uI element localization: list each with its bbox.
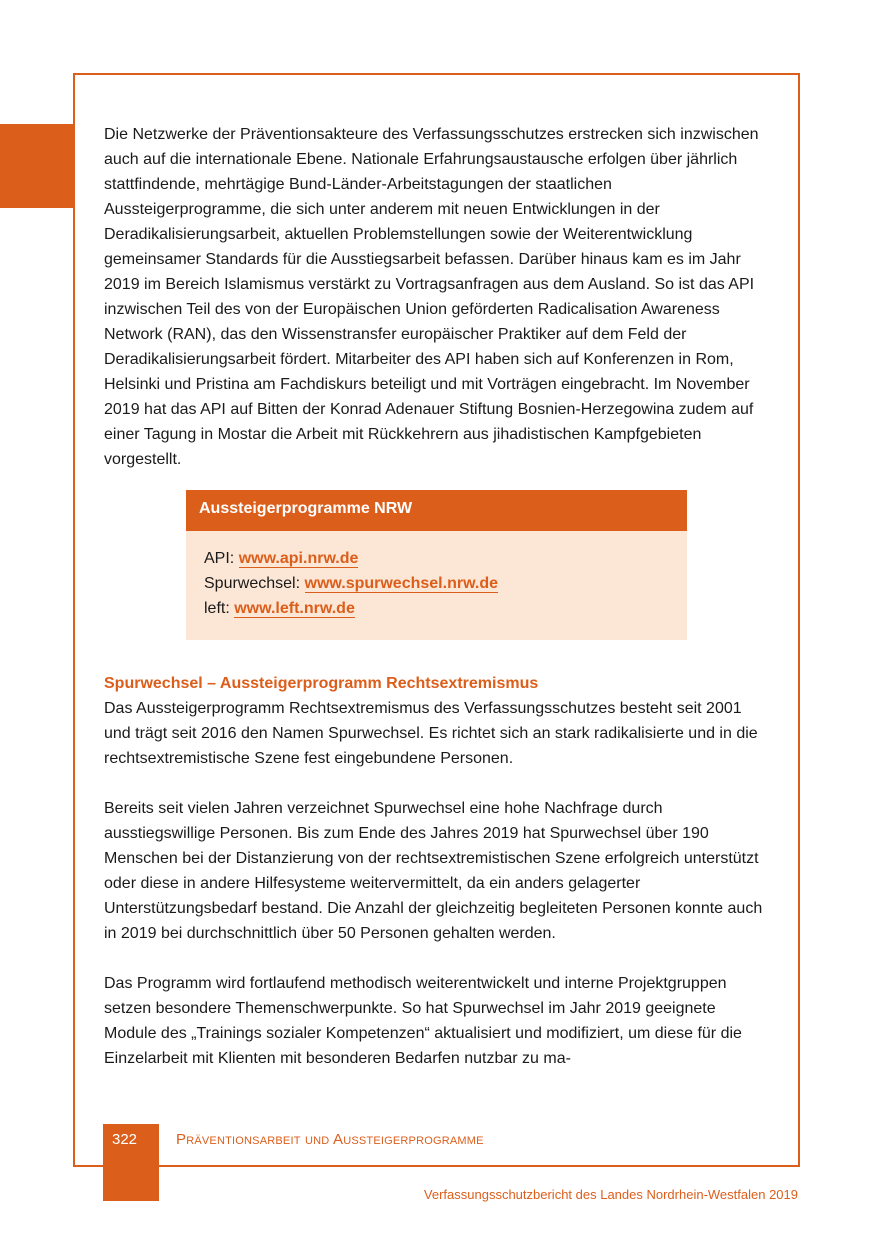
spurwechsel-paragraph-2: Bereits seit vielen Jahren verzeichnet Spurwechsel eine hohe Nachfrage durch ausstiegswillige Personen. Bis zum Ende des Jahres 2019 hat Spurwechsel über 190 Menschen bei der Distanzierung von der rechtsextremistischen Szene erfolgreich unterstützt oder diese in andere Hilfesysteme weitervermittelt, da ein anders gelagerter Unterstützungsbedarf bestand. Die Anzahl der gleichzeitig begleiteten Personen konnte auch in 2019 bei durchschnittlich über 50 Personen gehalten werden. — [104, 800, 763, 942]
running-head: Präventionsarbeit und Aussteigerprogramme — [176, 1131, 484, 1148]
link-label-api: API: — [204, 550, 239, 567]
info-box-links — [186, 531, 687, 621]
link-label-spurwechsel: Spurwechsel: — [204, 575, 305, 592]
spurwechsel-paragraph-1: Das Aussteigerprogramm Rechtsextremismus des Verfassungsschutzes besteht seit 2001 und trägt seit 2016 den Namen Spurwechsel. Es richtet sich an stark radikalisierte und in die rechtsextremistische Szene fest eingebundene Personen. — [104, 700, 758, 767]
intro-paragraph: Die Netzwerke der Präventionsakteure des Verfassungsschutzes erstrecken sich inzwischen auch auf die internationale Ebene. Nationale Erfahrungsaustausche erfolgen über jährlich stattfindende, mehrtägige Bund-Länder-Arbeitstagungen der staatlichen Aussteigerprogramme, die sich unter anderem mit neuen Entwicklungen in der Deradikalisierungsarbeit, aktuellen Problemstellungen sowie der Weiterentwicklung gemeinsamer Standards für die Ausstiegsarbeit befassen. Darüber hinaus kam es im Jahr 2019 im Bereich Islamismus verstärkt zu Vortragsanfragen aus dem Ausland. So ist das API inzwischen Teil des von der Europäischen Union geförderten Radicalisation Awareness Network (RAN), das den Wissenstransfer europäischer Praktiker auf dem Feld der Deradikalisierungsarbeit fördert. Mitarbeiter des API haben sich auf Konferenzen in Rom, Helsinki und Pristina am Fachdiskurs beteiligt und mit Vorträgen eingebracht. Im November 2019 hat das API auf Bitten der Konrad Adenauer Stiftung Bosnien-Herzegowina zudem auf einer Tagung in Mostar die Arbeit mit Rückkehrern aus jihadistischen Kampfgebieten vorgestellt. — [104, 126, 759, 468]
info-box-aussteigerprogramme — [186, 490, 687, 640]
link-row-left — [204, 596, 687, 621]
page-number: 322 — [112, 1131, 138, 1148]
link-row-spurwechsel — [204, 571, 687, 596]
link-api[interactable]: www.api.nrw.de — [238, 550, 359, 567]
info-box-title: Aussteigerprogramme NRW — [186, 490, 687, 531]
link-spurwechsel[interactable]: www.spurwechsel.nrw.de — [304, 575, 499, 592]
section-heading-spurwechsel: Spurwechsel – Aussteigerprogramm Rechtsextremismus — [104, 675, 539, 692]
chapter-tab-marker — [0, 124, 75, 208]
link-label-left: left: — [204, 600, 235, 617]
publication-footer: Verfassungsschutzbericht des Landes Nordrhein-Westfalen 2019 — [423, 1187, 798, 1202]
link-row-api — [204, 546, 687, 571]
spurwechsel-paragraph-3: Das Programm wird fortlaufend methodisch weiterentwickelt und interne Projektgruppen setzen besondere Themenschwerpunkte. So hat Spurwechsel im Jahr 2019 geeignete Module des „Trainings sozialer Kompetenzen“ aktualisiert und modifiziert, um diese für die Einzelarbeit mit Klienten mit besonderen Bedarfen nutzbar zu ma- — [104, 975, 742, 1067]
link-left[interactable]: www.left.nrw.de — [234, 600, 355, 617]
